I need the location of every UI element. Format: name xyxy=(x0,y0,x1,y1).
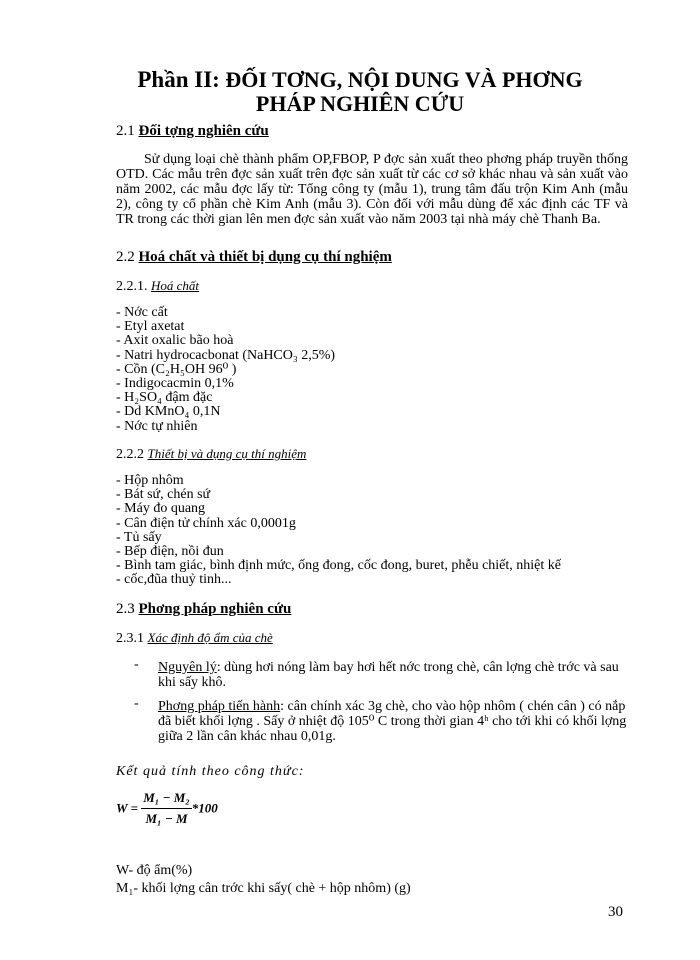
result-note: Kết quả tính theo công thức: xyxy=(116,764,305,779)
section-2-3-heading: 2.3 Phơng pháp nghiên cứu xyxy=(116,601,292,617)
list-item: - cốc,đũa thuỷ tinh... xyxy=(116,572,232,588)
formula-denominator: M₁ − M xyxy=(145,811,188,826)
list-item xyxy=(134,657,630,690)
list-item: - Dd KMnO₄ 0,1N xyxy=(116,404,221,420)
section-2-2-1-title: Hoá chất xyxy=(151,278,200,293)
section-2-2-2-heading: 2.2.2 Thiết bị và dụng cụ thí nghiệm xyxy=(116,446,307,462)
method-bullets xyxy=(134,657,630,753)
list-item: - Bát sứ, chén sứ xyxy=(116,487,211,503)
formula-numerator: M₁ − M₂ xyxy=(141,790,192,809)
list-item: - Bếp điện, nồi đun xyxy=(116,544,224,560)
section-2-2-title: Hoá chất và thiết bị dụng cụ thí nghiệm xyxy=(138,249,392,265)
section-2-1-paragraph: Sử dụng loại chè thành phẩm OP,FBOP, P đợc sản xuất theo phơng pháp truyền thống OTD. Các mẫu trên đợc sản xuất trên đợc sản xuất từ các cơ sở khác nhau và sản xuất vào năm 2002, các mẫu đợc lấy từ: Tổng công ty (mẫu 1), trung tâm đấu trộn Kim Anh (mẫu 2), công ty cổ phần chè Kim Anh (mẫu 3). Còn đối với mẫu dùng để xác định các TF và TR trong các thời gian lên men đợc sản xuất vào năm 2003 tại nhà máy chè Thanh Ba. xyxy=(116,152,628,227)
moisture-formula xyxy=(116,790,218,827)
section-2-3-1-heading: 2.3.1 Xác định độ ẩm của chè xyxy=(116,630,273,646)
bullet-text: : cân chính xác 3g chè, cho vào hộp nhôm ( chén cân ) có nắp đã biết khối lợng . Sấy ở nhiệt độ 105⁰ C trong thời gian 4ʰ cho tới khi có khối lợng giữa 2 lần cân khác nhau 0,01g. xyxy=(158,699,627,744)
dash-bullet-icon: - xyxy=(134,696,139,711)
formula-rhs: *100 xyxy=(191,800,218,816)
dash-bullet-icon: - xyxy=(134,657,139,672)
page-title xyxy=(100,68,620,116)
list-item: - Indigocacmin 0,1% xyxy=(116,376,234,392)
formula-lhs: W = xyxy=(116,800,138,816)
list-item: - Nớc cất xyxy=(116,305,168,320)
list-item: - Tủ sấy xyxy=(116,529,162,545)
section-2-2-2-title: Thiết bị và dụng cụ thí nghiệm xyxy=(147,446,307,461)
formula-fraction xyxy=(141,790,192,827)
bullet-label: Phơng pháp tiến hành xyxy=(158,699,281,714)
section-2-3-title: Phơng pháp nghiên cứu xyxy=(138,601,292,617)
list-item: - Etyl axetat xyxy=(116,319,185,335)
title-line-1: ĐỐI TƠNG, NỘI DUNG VÀ PHƠNG xyxy=(225,67,583,92)
list-item xyxy=(134,696,630,744)
list-item: - Natri hydrocacbonat (NaHCO₃ 2,5%) xyxy=(116,347,336,363)
title-line-2: PHÁP NGHIÊN CỨU xyxy=(255,91,465,116)
equipment-list xyxy=(116,474,561,588)
section-2-3-1-title: Xác định độ ẩm của chè xyxy=(147,630,273,645)
list-item: - Máy đo quang xyxy=(116,501,206,517)
page-number: 30 xyxy=(608,904,623,920)
bullet-label: Nguyên lý xyxy=(158,660,217,675)
definition-line: M₁- khối lợng cân trớc khi sấy( chè + hộp nhôm) (g) xyxy=(116,881,411,896)
list-item: - Cồn (C₂H₅OH 96⁰ ) xyxy=(116,361,237,377)
list-item: - Nớc tự nhiên xyxy=(116,418,198,434)
list-item: - Axit oxalic bão hoà xyxy=(116,333,234,349)
section-2-1-title: Đối tợng nghiên cứu xyxy=(138,123,269,139)
section-2-2-heading: 2.2 Hoá chất và thiết bị dụng cụ thí nghiệm xyxy=(116,249,392,265)
definition-line: W- độ ẩm(%) xyxy=(116,863,193,878)
list-item: - Hộp nhôm xyxy=(116,473,184,488)
list-item: - Bình tam giác, bình định mức, ống đong, cốc đong, buret, phễu chiết, nhiệt kế xyxy=(116,558,561,574)
chemicals-list xyxy=(116,306,335,434)
bullet-text: : dùng hơi nóng làm bay hơi hết nớc trong chè, cân lợng chè trớc và sau khi sấy khô. xyxy=(158,660,619,690)
list-item: - H₂SO₄ đậm đặc xyxy=(116,390,213,406)
formula-definitions xyxy=(116,862,411,898)
list-item: - Cân điện tử chính xác 0,0001g xyxy=(116,515,296,531)
section-2-1-heading: 2.1 Đối tợng nghiên cứu xyxy=(116,123,269,139)
title-lead: Phần II: xyxy=(137,67,220,92)
section-2-2-1-heading: 2.2.1. Hoá chất xyxy=(116,278,200,294)
